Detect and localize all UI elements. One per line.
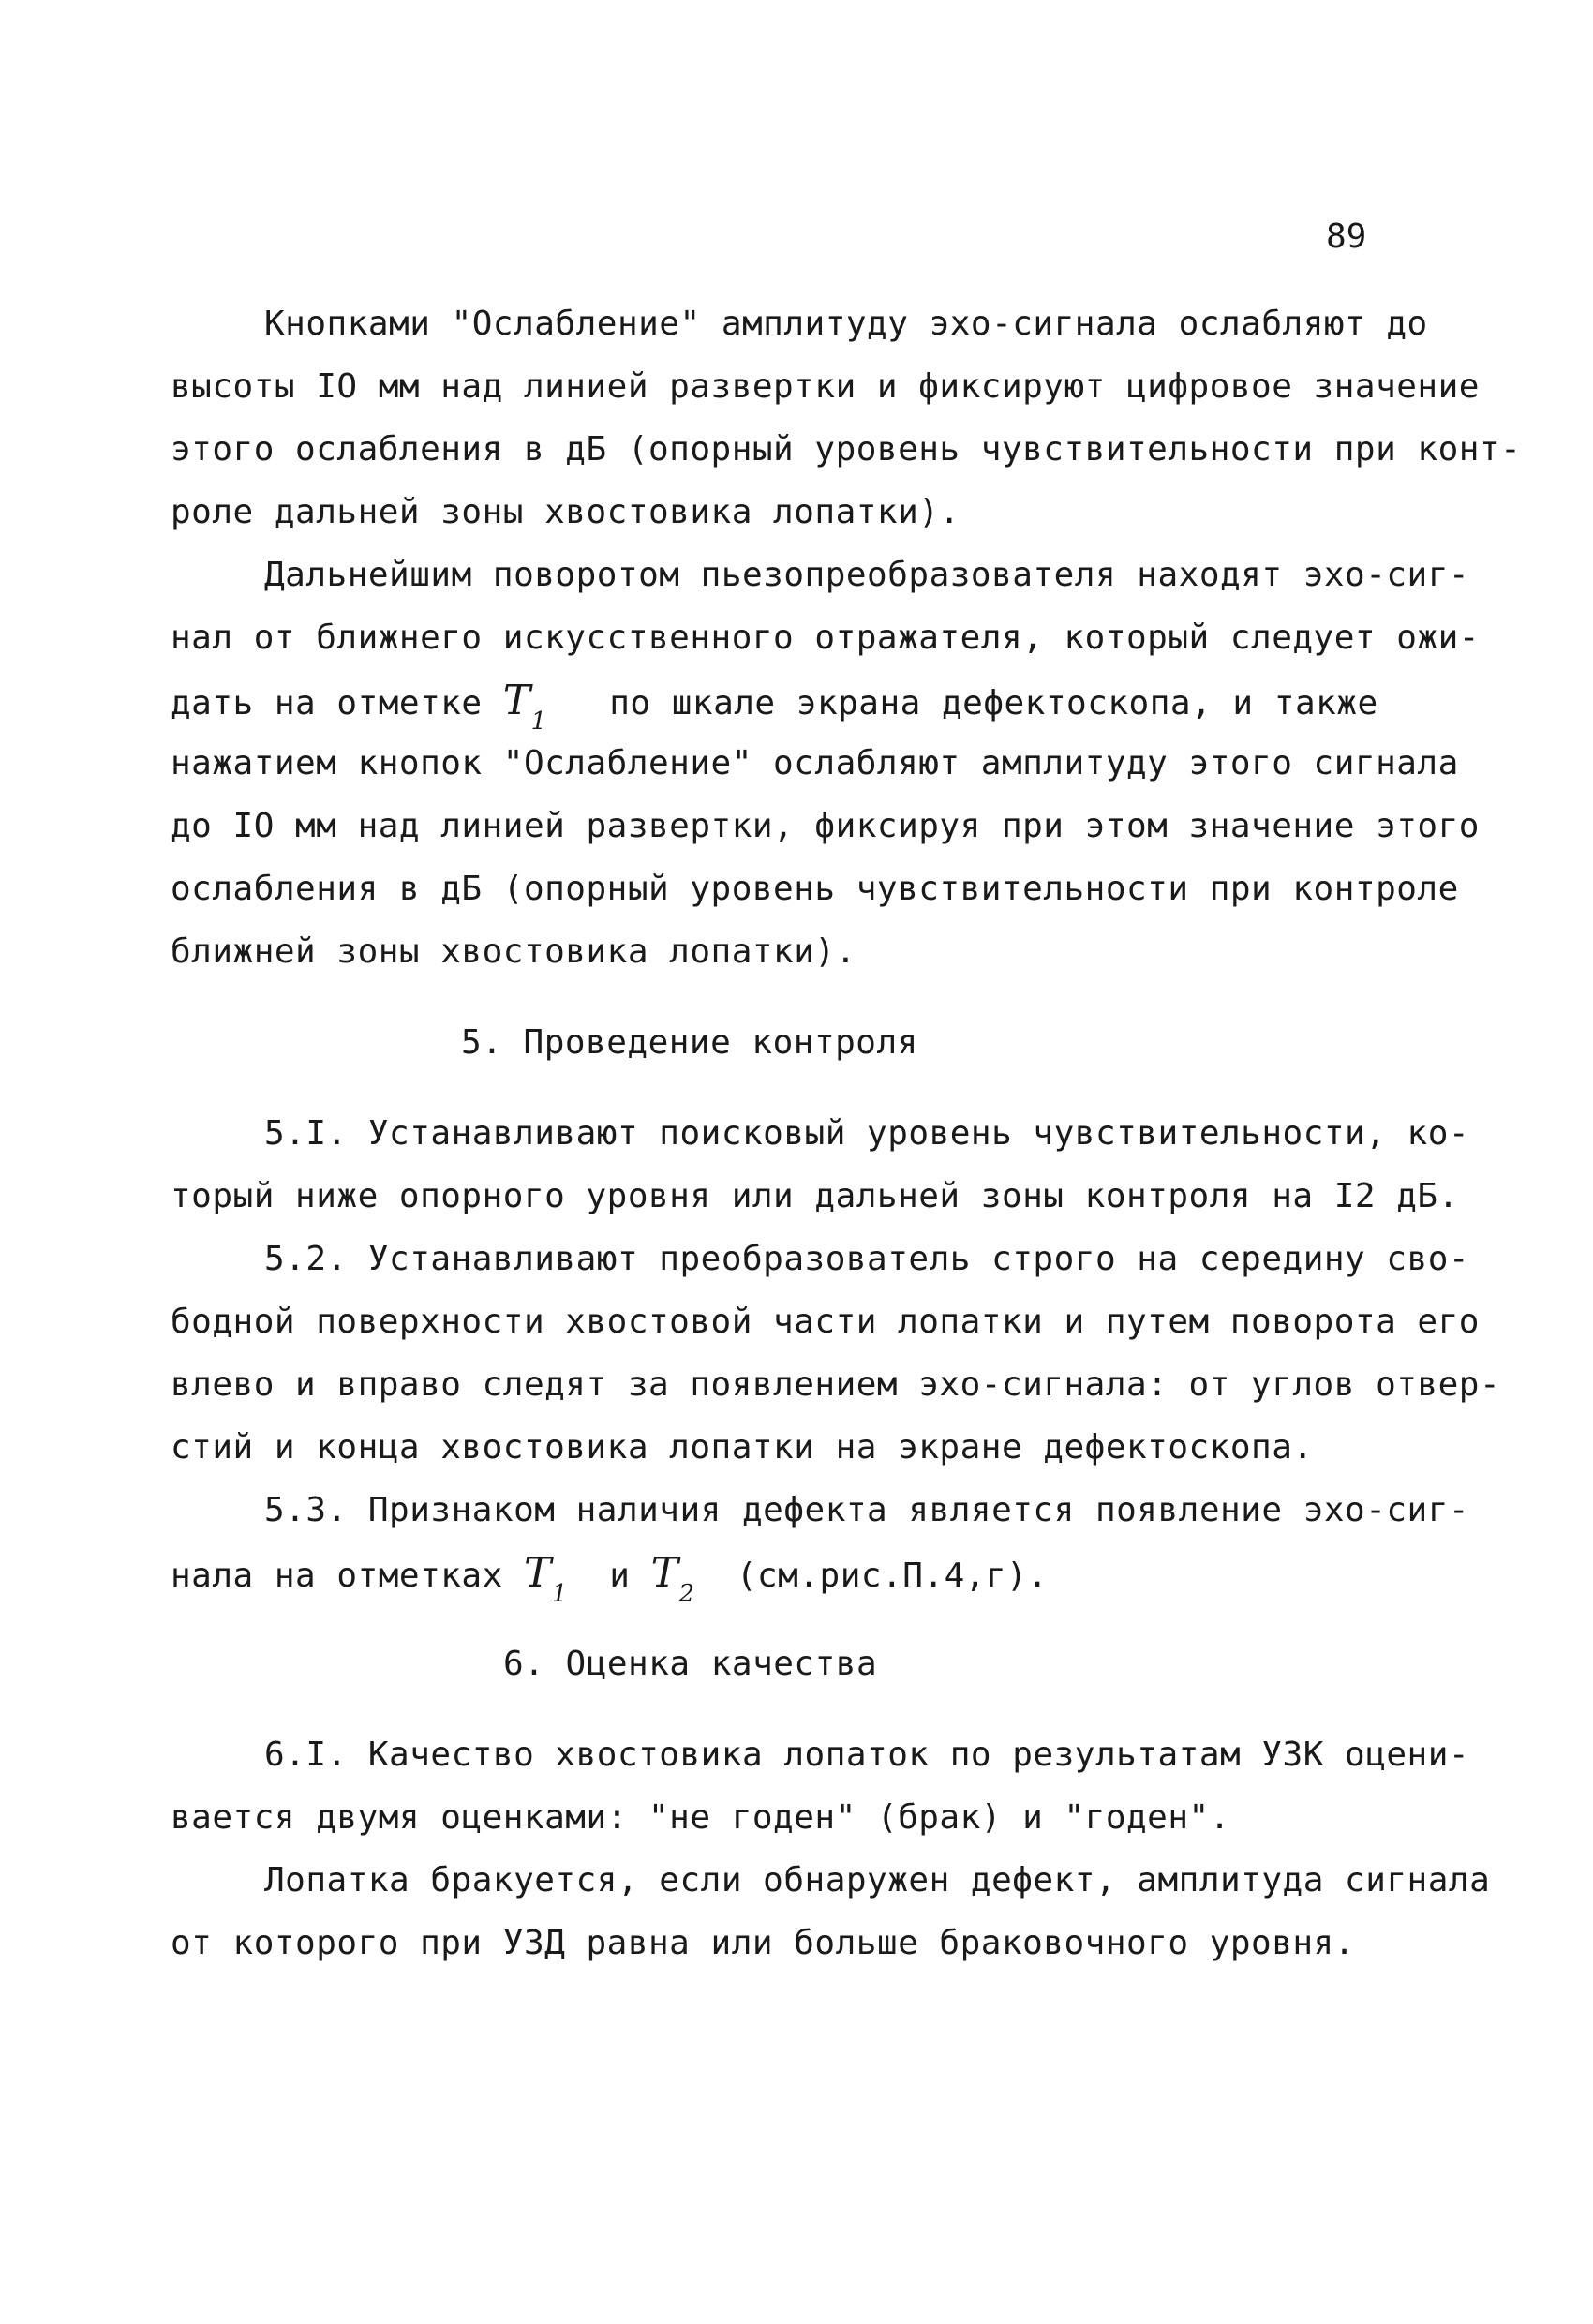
symbol-subscript: 1	[530, 707, 547, 736]
paragraph-2	[171, 544, 1480, 983]
text-line: 5.2. Устанавливают преобразователь строго на середину сво-	[264, 1240, 1470, 1278]
text-line: роле дальней зоны хвостовика лопатки).	[171, 493, 960, 531]
text-line: влево и вправо следят за появлением эхо-сигнала: от углов отвер-	[171, 1365, 1501, 1404]
text-segment: и	[567, 1557, 651, 1595]
item-5-1	[171, 1102, 1470, 1228]
symbol-t2	[651, 1542, 695, 1620]
item-5-2	[171, 1228, 1501, 1479]
text-segment: дать на отметке	[171, 684, 503, 723]
text-line: 6.I. Качество хвостовика лопаток по результатам УЗК оцени-	[264, 1736, 1470, 1774]
symbol-letter: T	[523, 1549, 552, 1597]
text-line: от которого при УЗД равна или больше браковочного уровня.	[171, 1924, 1355, 1962]
symbol-subscript: 1	[551, 1579, 568, 1608]
text-line: нажатием кнопок "Ослабление" ослабляют амплитуду этого сигнала	[171, 744, 1459, 782]
text-line: 5.3. Признаком наличия дефекта является появление эхо-сиг-	[264, 1491, 1470, 1529]
paragraph-final	[171, 1849, 1491, 1974]
text-line: стий и конца хвостовика лопатки на экране дефектоскопа.	[171, 1428, 1314, 1467]
text-segment: по шкале экрана дефектоскопа, и также	[546, 684, 1378, 723]
text-line: Кнопками "Ослабление" амплитуду эхо-сигнала ослабляют до	[264, 305, 1428, 343]
text-line: высоты IO мм над линией развертки и фиксируют цифровое значение	[171, 367, 1480, 406]
text-line-with-symbol	[171, 669, 1426, 736]
text-line: бодной поверхности хвостовой части лопатки и путем поворота его	[171, 1303, 1480, 1341]
symbol-letter: T	[502, 677, 531, 724]
symbol-letter: T	[650, 1549, 679, 1597]
document-body	[171, 292, 1522, 1974]
text-line: ослабления в дБ (опорный уровень чувствительности при контроле	[171, 870, 1459, 908]
item-5-3	[171, 1479, 1470, 1608]
section-5-heading: 5. Проведение контроля	[461, 1023, 918, 1062]
text-segment: нала на отметках	[171, 1557, 524, 1595]
page-number: 89	[1326, 217, 1367, 256]
symbol-t1	[524, 1542, 568, 1620]
text-line: Лопатка бракуется, если обнаружен дефект, амплитуда сигнала	[264, 1861, 1491, 1899]
text-line: Дальнейшим поворотом пьезопреобразователя находят эхо-сиг-	[264, 556, 1470, 594]
text-line: торый ниже опорного уровня или дальней зоны контроля на I2 дБ.	[171, 1177, 1459, 1215]
text-line: этого ослабления в дБ (опорный уровень чувствительности при конт-	[171, 430, 1522, 469]
section-6-heading: 6. Оценка качества	[503, 1645, 878, 1683]
text-line-with-symbols	[171, 1542, 1426, 1608]
text-segment: (см.рис.П.4,г).	[694, 1557, 1049, 1595]
text-line: ближней зоны хвостовика лопатки).	[171, 932, 856, 971]
text-line: нал от ближнего искусственного отражателя, который следует ожи-	[171, 618, 1480, 657]
paragraph-1	[171, 292, 1522, 544]
text-line: вается двумя оценками: "не годен" (брак) и "годен".	[171, 1798, 1230, 1837]
item-6-1	[171, 1723, 1470, 1849]
symbol-t1	[503, 669, 547, 748]
text-line: 5.I. Устанавливают поисковый уровень чувствительности, ко-	[264, 1114, 1470, 1153]
symbol-subscript: 2	[678, 1579, 695, 1608]
text-line: до IO мм над линией развертки, фиксируя при этом значение этого	[171, 807, 1480, 845]
